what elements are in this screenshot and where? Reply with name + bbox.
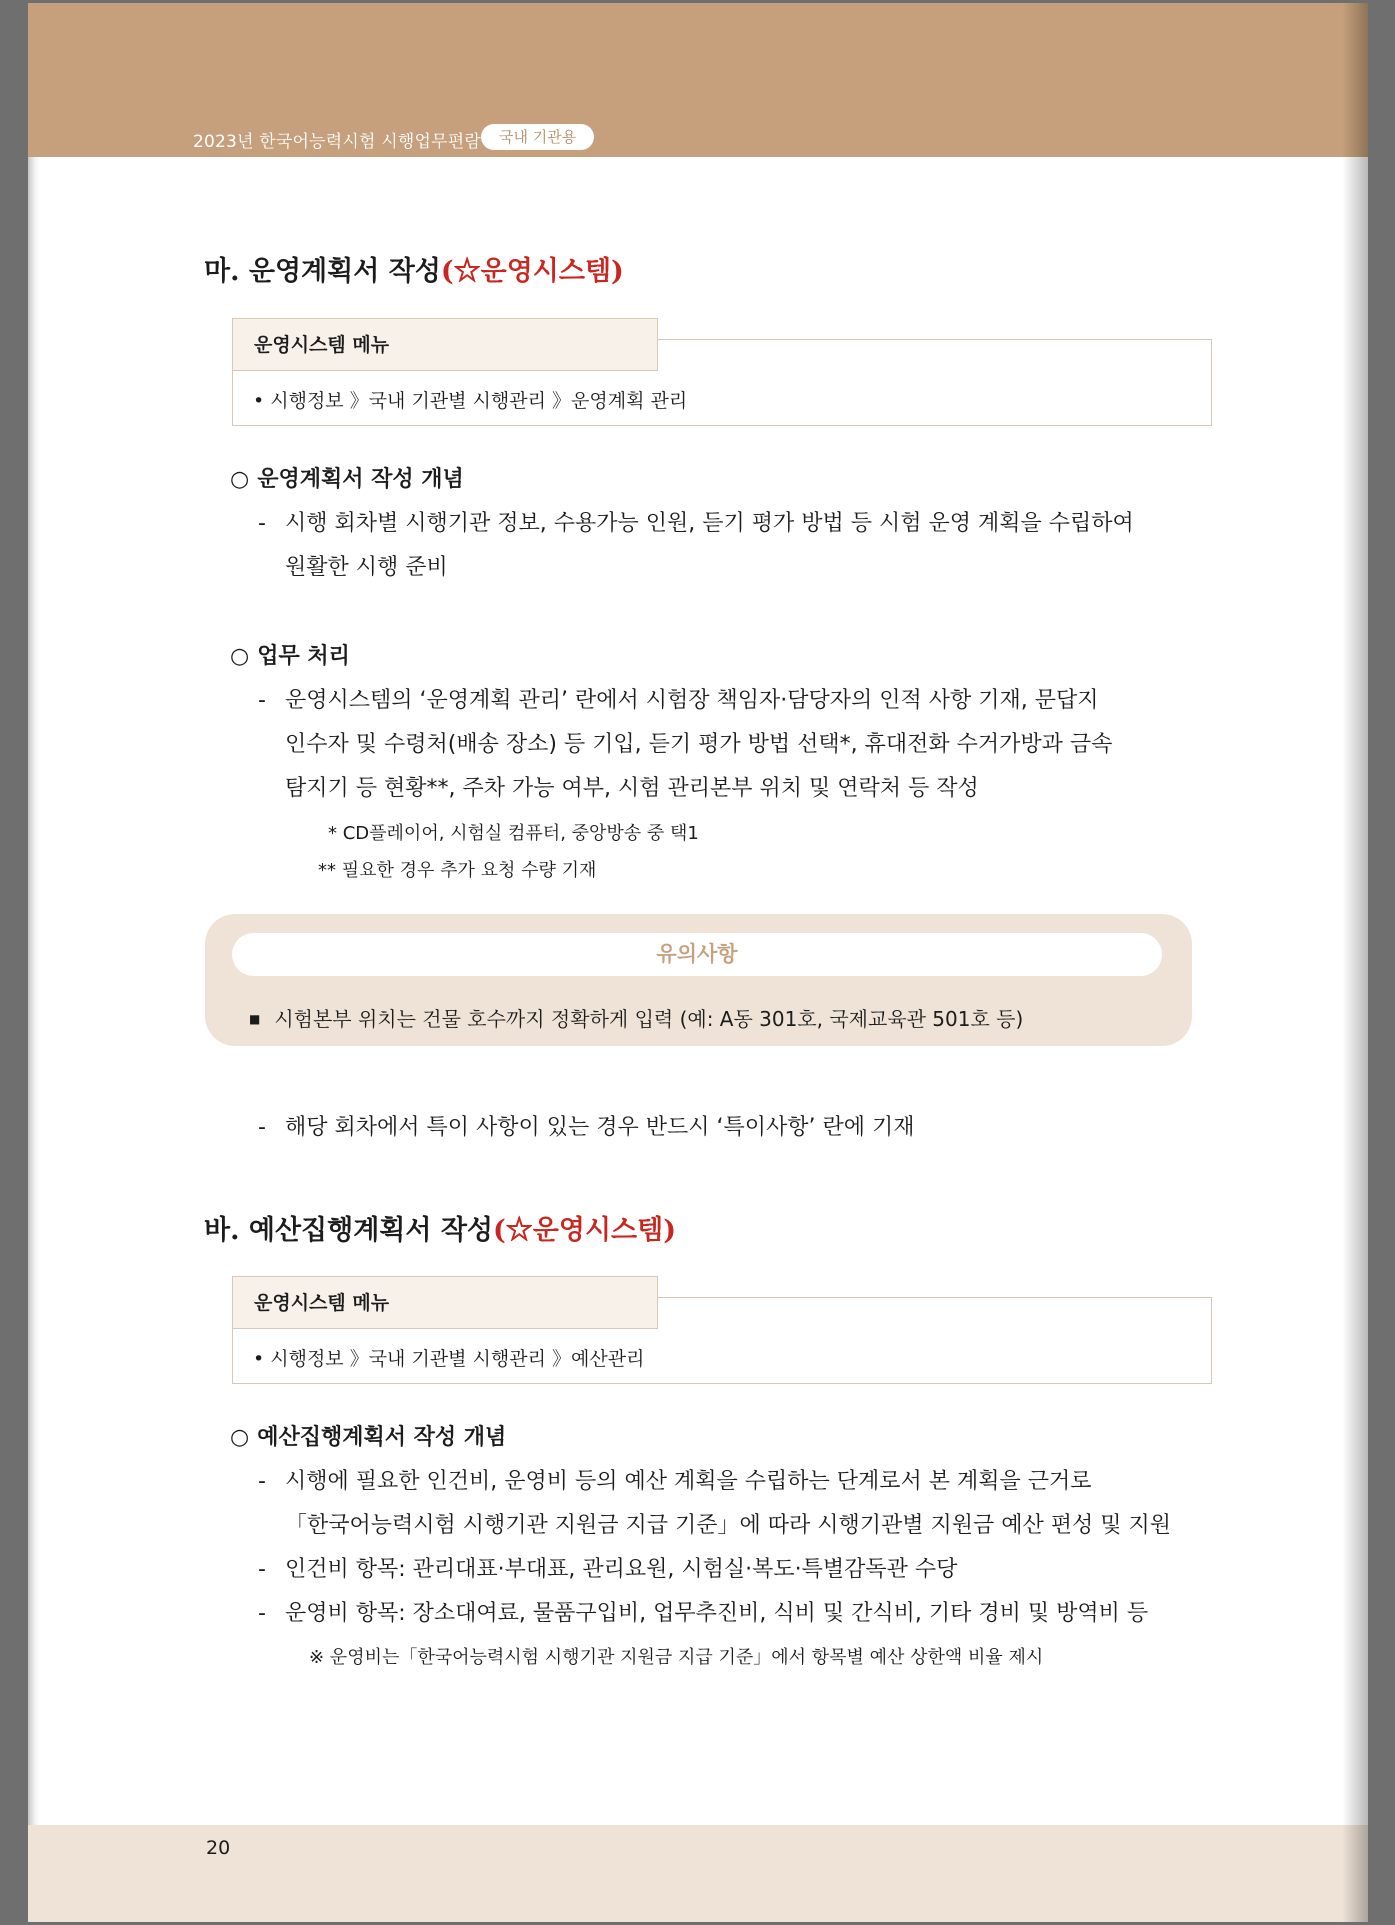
footnote: * CD플레이어, 시험실 컴퓨터, 중앙방송 중 택1	[328, 823, 699, 844]
sub-heading-text: 운영계획서 작성 개념	[257, 467, 464, 492]
dash-bullet: -	[258, 1557, 266, 1582]
list-item-text: 시행에 필요한 인건비, 운영비 등의 예산 계획을 수립하는 단계로서 본 계획을 근거로	[285, 1469, 1092, 1494]
section-title-ma-accent: (☆운영시스템)	[440, 256, 624, 287]
list-item-continuation: 인수자 및 수령처(배송 장소) 등 기입, 듣기 평가 방법 선택*, 휴대전화 수거가방과 금속	[285, 732, 1113, 757]
menu-path: • 시행정보 》국내 기관별 시행관리 》예산관리	[253, 1348, 645, 1370]
header-title: 2023년 한국어능력시험 시행업무편람	[193, 132, 481, 152]
list-item-text: 해당 회차에서 특이 사항이 있는 경우 반드시 ‘특이사항’ 란에 기재	[285, 1115, 915, 1140]
circle-bullet-icon: ○	[230, 1425, 250, 1450]
caution-item-text: 시험본부 위치는 건물 호수까지 정확하게 입력 (예: A동 301호, 국제교육관 501호 등)	[274, 1007, 1024, 1031]
section-title-ba	[204, 1208, 676, 1247]
section-title-ba-accent: (☆운영시스템)	[493, 1215, 676, 1246]
list-item-text: 운영비 항목: 장소대여료, 물품구입비, 업무추진비, 식비 및 간식비, 기타 경비 및 방역비 등	[285, 1601, 1149, 1626]
document-page	[28, 3, 1368, 1922]
section-title-ma-text: 마. 운영계획서 작성	[204, 256, 441, 287]
list-item	[258, 1110, 914, 1141]
section-title-ma	[204, 249, 624, 288]
sub-heading-work	[230, 639, 350, 670]
circle-bullet-icon: ○	[230, 467, 250, 492]
list-item-text: 인건비 항목: 관리대표·부대표, 관리요원, 시험실·복도·특별감독관 수당	[285, 1557, 958, 1582]
page-number: 20	[206, 1837, 231, 1859]
list-item-text: 시행 회차별 시행기관 정보, 수용가능 인원, 듣기 평가 방법 등 시험 운영 계획을 수립하여	[285, 511, 1134, 536]
footnote: ** 필요한 경우 추가 요청 수량 기재	[318, 860, 597, 881]
dash-bullet: -	[258, 1469, 266, 1494]
square-bullet-icon: ■	[249, 1012, 261, 1026]
remark-note: ※ 운영비는「한국어능력시험 시행기관 지원금 지급 기준」에서 항목별 예산 상한액 비율 제시	[309, 1647, 1044, 1668]
caution-item	[249, 1003, 1023, 1032]
list-item-continuation: 원활한 시행 준비	[285, 555, 448, 580]
sub-heading-concept-ba	[230, 1420, 506, 1451]
menu-box-ba	[232, 1276, 1212, 1384]
caution-box	[205, 914, 1192, 1046]
caution-title: 유의사항	[232, 933, 1162, 976]
page-edge-shadow	[1342, 3, 1368, 1922]
dash-bullet: -	[258, 688, 266, 713]
dash-bullet: -	[258, 511, 266, 536]
list-item	[258, 1552, 957, 1583]
sub-heading-concept-ma	[230, 462, 464, 493]
sub-heading-text: 예산집행계획서 작성 개념	[257, 1425, 507, 1450]
header-badge: 국내 기관용	[481, 124, 594, 150]
menu-box-ma	[232, 318, 1212, 426]
menu-tab-label: 운영시스템 메뉴	[232, 1276, 658, 1329]
dash-bullet: -	[258, 1601, 266, 1626]
list-item	[258, 1596, 1148, 1627]
list-item	[258, 506, 1134, 537]
sub-heading-text: 업무 처리	[257, 644, 350, 669]
menu-path: • 시행정보 》국내 기관별 시행관리 》운영계획 관리	[253, 390, 688, 412]
dash-bullet: -	[258, 1115, 266, 1140]
menu-tab-label: 운영시스템 메뉴	[232, 318, 658, 371]
circle-bullet-icon: ○	[230, 644, 250, 669]
list-item	[258, 1464, 1092, 1495]
list-item-continuation: 탐지기 등 현황**, 주차 가능 여부, 시험 관리본부 위치 및 연락처 등 작성	[285, 776, 979, 801]
section-title-ba-text: 바. 예산집행계획서 작성	[204, 1215, 494, 1246]
list-item-continuation: 「한국어능력시험 시행기관 지원금 지급 기준」에 따라 시행기관별 지원금 예산 편성 및 지원	[285, 1513, 1171, 1538]
list-item	[258, 683, 1098, 714]
list-item-text: 운영시스템의 ‘운영계획 관리’ 란에서 시험장 책임자·담당자의 인적 사항 기재, 문답지	[285, 688, 1099, 713]
